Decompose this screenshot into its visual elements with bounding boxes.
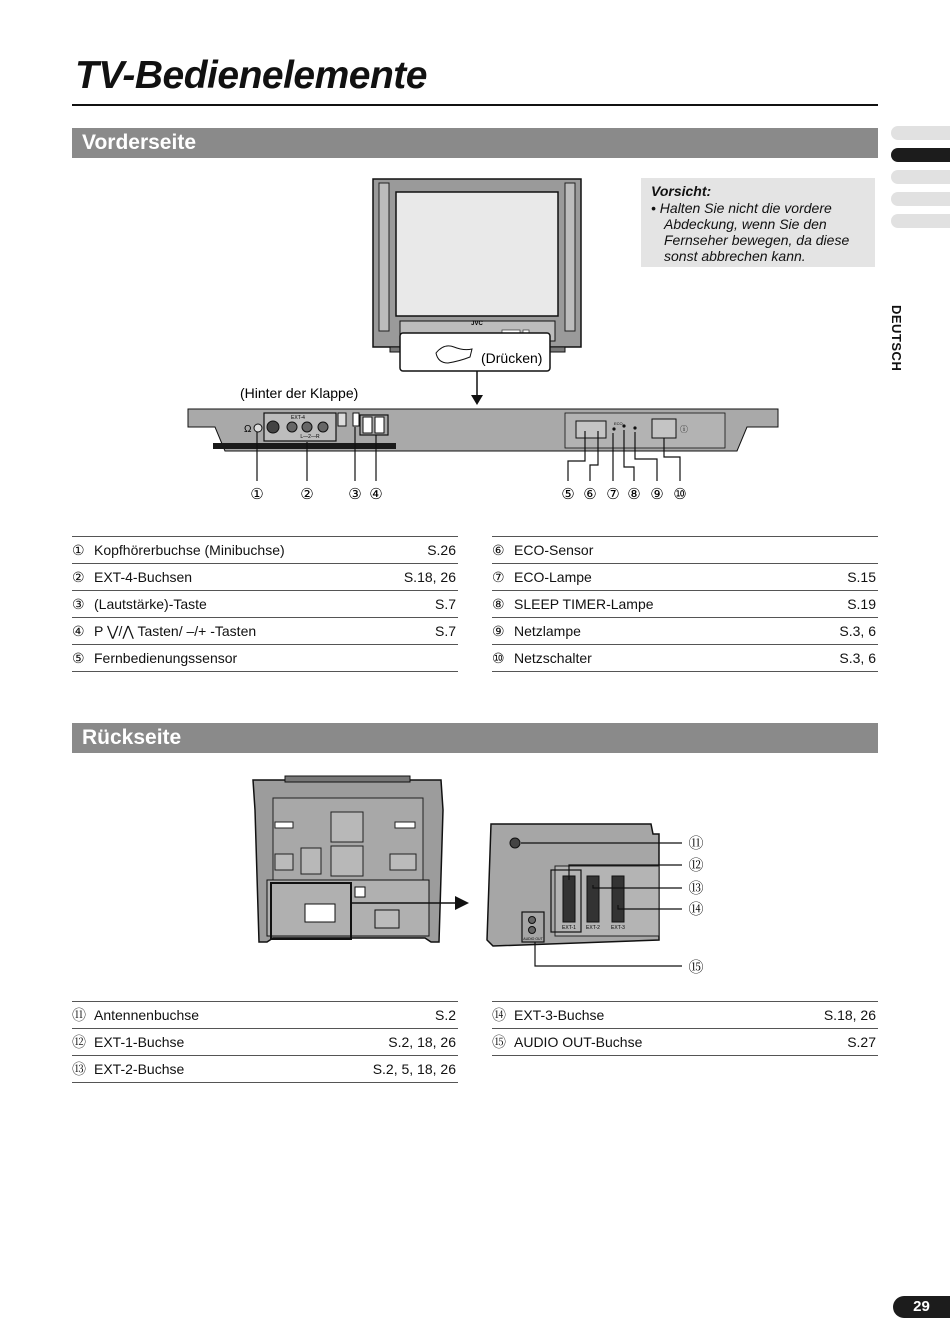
row-text: EXT-4-Buchsen (94, 569, 193, 585)
table-row (492, 536, 878, 563)
callout-3: ③ (348, 485, 362, 503)
row-num: ② (72, 568, 85, 585)
row-num: ① (72, 541, 85, 558)
tab-lang-deutsch[interactable] (891, 148, 950, 162)
row-num: ④ (72, 622, 85, 639)
panel-ext2: EXT-2 (586, 925, 600, 931)
row-ref: S.18, 26 (823, 1007, 876, 1023)
callout-4: ④ (369, 485, 383, 503)
section-front-heading (72, 128, 878, 158)
row-text: P ⋁/⋀ Tasten/ –/+ -Tasten (94, 622, 257, 639)
row-num: ⑬ (72, 1061, 86, 1077)
tab-lang-3[interactable] (891, 170, 950, 184)
row-ref: S.27 (847, 1034, 876, 1050)
page-title: TV-Bedienelemente (75, 54, 427, 97)
row-text: AUDIO OUT-Buchse (514, 1034, 643, 1050)
callout-11: ⑪ (688, 834, 704, 852)
table-row (72, 617, 458, 644)
back-diagram (245, 770, 715, 980)
row-num: ③ (72, 595, 85, 612)
table-row (72, 590, 458, 617)
callout-7: ⑦ (606, 485, 620, 503)
row-num: ⑦ (492, 568, 505, 585)
row-text: EXT-2-Buchse (94, 1061, 185, 1077)
front-table-right (492, 536, 878, 672)
table-row (492, 563, 878, 590)
table-row (492, 590, 878, 617)
row-ref: S.2, 5, 18, 26 (372, 1061, 456, 1077)
svg-text:Ω: Ω (244, 424, 252, 435)
row-ref: S.7 (434, 596, 456, 612)
row-text: Kopfhörerbuchse (Minibuchse) (94, 542, 285, 558)
callout-10: ⑩ (673, 485, 687, 503)
table-row (492, 617, 878, 644)
table-row (72, 563, 458, 590)
row-text: Netzlampe (514, 623, 581, 639)
tab-lang-4[interactable] (891, 192, 950, 206)
back-table-right (492, 1001, 878, 1056)
row-ref: S.3, 6 (839, 650, 876, 666)
callout-6: ⑥ (583, 485, 597, 503)
svg-text:ⓘ: ⓘ (680, 425, 688, 434)
callout-2: ② (300, 485, 314, 503)
table-row (72, 536, 458, 563)
front-table-left (72, 536, 458, 672)
front-diagram (180, 175, 785, 505)
panel-ext1: EXT-1 (562, 925, 576, 931)
callout-12: ⑫ (688, 856, 704, 874)
table-row (492, 1001, 878, 1028)
row-ref: S.26 (427, 542, 456, 558)
table-row (492, 1028, 878, 1056)
callout-5: ⑤ (561, 485, 575, 503)
row-text: Netzschalter (514, 650, 592, 666)
callout-9: ⑨ (650, 485, 664, 503)
callout-1: ① (250, 485, 264, 503)
row-text: SLEEP TIMER-Lampe (514, 596, 654, 612)
row-num: ⑥ (492, 541, 505, 558)
table-row (72, 1028, 458, 1055)
callout-15: ⑮ (688, 958, 704, 976)
row-ref: S.15 (847, 569, 876, 585)
row-ref: S.2 (434, 1007, 456, 1023)
caution-title: Vorsicht: (651, 183, 712, 199)
tv-back-illustration (253, 776, 469, 942)
language-label: DEUTSCH (889, 305, 904, 372)
row-num: ⑤ (72, 649, 85, 666)
callout-13: ⑬ (688, 879, 704, 897)
row-text: (Lautstärke)-Taste (94, 596, 207, 612)
behind-flap-label: (Hinter der Klappe) (240, 385, 359, 401)
tab-lang-5[interactable] (891, 214, 950, 228)
title-rule (72, 104, 878, 106)
row-ref: S.18, 26 (403, 569, 456, 585)
row-num: ⑮ (492, 1034, 506, 1050)
row-text: EXT-3-Buchse (514, 1007, 605, 1023)
table-row (72, 1055, 458, 1083)
panel-lr: L—2—R (300, 434, 320, 440)
row-ref: S.3, 6 (839, 623, 876, 639)
row-num: ⑫ (72, 1034, 86, 1050)
section-back-title: Rückseite (82, 726, 182, 749)
tab-lang-1[interactable] (891, 126, 950, 140)
callout-8: ⑧ (627, 485, 641, 503)
caution-text: • Halten Sie nicht die vordere Abdeckung, wenn Sie den Fernseher bewegen, da diese sonst abbrechen kann. (651, 200, 850, 264)
brand-label: JVC (471, 321, 483, 327)
section-back-heading (72, 723, 878, 753)
row-text: Fernbedienungssensor (94, 650, 238, 666)
row-ref: S.19 (847, 596, 876, 612)
front-control-strip (188, 409, 778, 451)
panel-eco: ECO (614, 421, 623, 426)
press-label: (Drücken) (481, 350, 543, 366)
table-row (72, 644, 458, 672)
tv-front-illustration (373, 179, 581, 352)
row-ref: S.2, 18, 26 (388, 1034, 456, 1050)
table-row (492, 644, 878, 672)
section-front-title: Vorderseite (82, 131, 196, 154)
row-ref: S.7 (434, 623, 456, 639)
language-tabs (891, 126, 950, 236)
row-text: ECO-Lampe (514, 569, 592, 585)
row-text: Antennenbuchse (94, 1007, 200, 1023)
back-table-left (72, 1001, 458, 1083)
panel-audio-out: AUDIO OUT (523, 937, 543, 941)
row-num: ⑧ (492, 595, 505, 612)
page-number: 29 (893, 1296, 950, 1318)
row-num: ⑭ (492, 1007, 506, 1023)
table-row (72, 1001, 458, 1028)
callout-14: ⑭ (688, 900, 704, 918)
row-text: EXT-1-Buchse (94, 1034, 185, 1050)
row-num: ⑨ (492, 622, 505, 639)
panel-ext3: EXT-3 (611, 925, 625, 931)
panel-ext4: EXT-4 (291, 415, 305, 421)
row-num: ⑪ (72, 1007, 86, 1023)
row-num: ⑩ (492, 649, 505, 666)
back-panel-zoom (487, 824, 659, 946)
row-text: ECO-Sensor (514, 542, 594, 558)
